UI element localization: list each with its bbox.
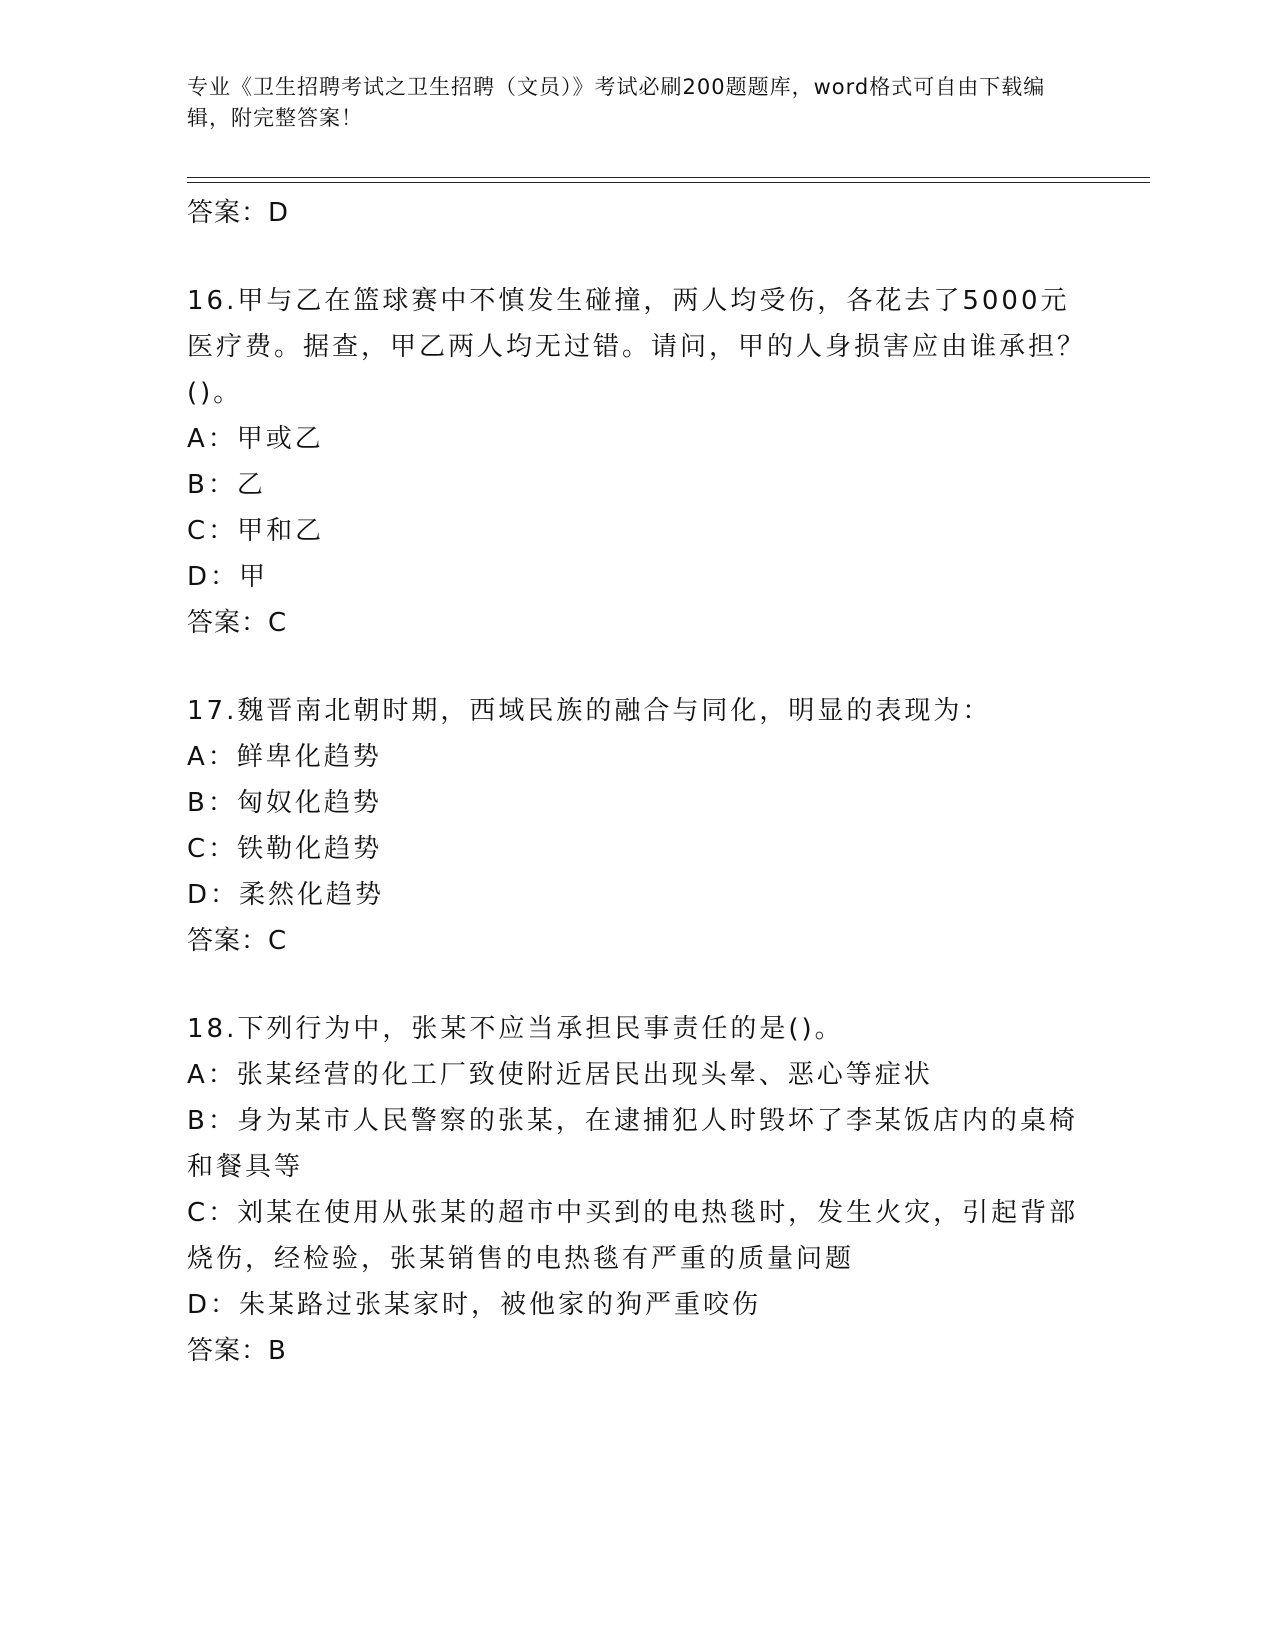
question-answer: 答案：C <box>187 608 288 638</box>
header-divider-top <box>187 177 1150 178</box>
previous-answer: 答案：D <box>187 198 290 228</box>
option-a: A：鲜卑化趋势 <box>187 742 382 772</box>
question-stem: 17.魏晋南北朝时期，西域民族的融合与同化，明显的表现为： <box>187 696 992 726</box>
option-b: B：身为某市人民警察的张某，在逮捕犯人时毁坏了李某饭店内的桌椅和餐具等 <box>187 1106 1078 1182</box>
option-d: D：朱某路过张某家时，被他家的狗严重咬伤 <box>187 1290 762 1320</box>
option-c: C：铁勒化趋势 <box>187 834 383 864</box>
option-d: D：甲 <box>187 562 269 592</box>
question-17 <box>187 688 1087 964</box>
option-b: B：匈奴化趋势 <box>187 788 382 818</box>
option-d: D：柔然化趋势 <box>187 880 385 910</box>
question-18 <box>187 1006 1087 1374</box>
header-divider-bottom <box>187 182 1150 183</box>
document-header: 专业《卫生招聘考试之卫生招聘（文员）》考试必刷200题题库，word格式可自由下载编辑，附完整答案！ <box>187 75 1046 130</box>
question-stem: 18.下列行为中，张某不应当承担民事责任的是()。 <box>187 1014 844 1044</box>
question-16 <box>187 278 1087 646</box>
option-c: C：刘某在使用从张某的超市中买到的电热毯时，发生火灾，引起背部烧伤，经检验，张某销售的电热毯有严重的质量问题 <box>187 1198 1079 1274</box>
question-stem: 16.甲与乙在篮球赛中不慎发生碰撞，两人均受伤，各花去了5000元医疗费。据查，甲乙两人均无过错。请问，甲的人身损害应由谁承担？()。 <box>187 286 1087 408</box>
option-b: B：乙 <box>187 470 266 500</box>
question-list <box>187 190 1087 1374</box>
question-answer: 答案：C <box>187 926 288 956</box>
option-a: A：甲或乙 <box>187 424 324 454</box>
option-a: A：张某经营的化工厂致使附近居民出现头晕、恶心等症状 <box>187 1060 933 1090</box>
question-answer: 答案：B <box>187 1336 287 1366</box>
option-c: C：甲和乙 <box>187 516 325 546</box>
